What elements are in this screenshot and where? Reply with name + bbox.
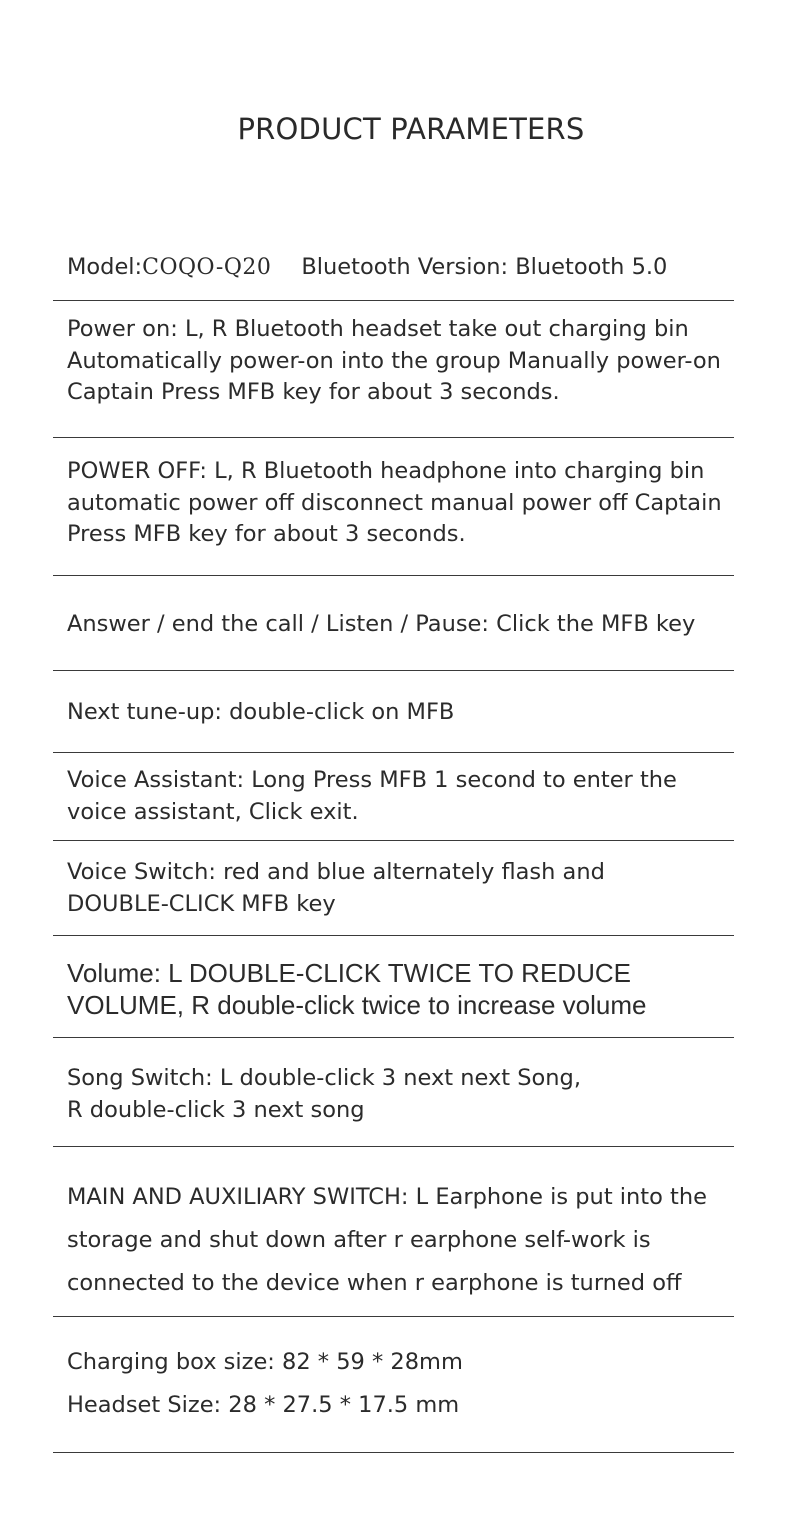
- volume-block: [67, 957, 800, 1021]
- power-off-line: Press MFB key for about 3 seconds.: [67, 521, 466, 547]
- main-aux-line: storage and shut down after r earphone self-work is: [67, 1227, 651, 1253]
- sizes-block: [67, 1341, 800, 1427]
- main-aux-line: connected to the device when r earphone is turned off: [67, 1270, 682, 1296]
- voice-assistant-line: voice assistant, Click exit.: [67, 798, 359, 825]
- answer-line: Answer / end the call / Listen / Pause: Click the MFB key: [67, 611, 696, 637]
- voice-switch-line: DOUBLE-CLICK MFB key: [67, 890, 336, 917]
- divider: [53, 1452, 734, 1453]
- answer-block: [67, 609, 800, 641]
- power-off-line: POWER OFF: L, R Bluetooth headphone into charging bin: [67, 458, 705, 484]
- model-label: Model:: [67, 254, 143, 280]
- divider: [53, 752, 734, 753]
- volume-line: Volume: L DOUBLE-CLICK TWICE TO REDUCE: [67, 958, 631, 988]
- power-on-line: Automatically power-on into the group Manually power-on: [67, 347, 721, 374]
- page-title: PRODUCT PARAMETERS: [237, 112, 585, 146]
- main-aux-block: [67, 1176, 800, 1305]
- divider: [53, 300, 734, 301]
- voice-assistant-line: Voice Assistant: Long Press MFB 1 second to enter the: [67, 767, 677, 793]
- bluetooth-version: Bluetooth Version: Bluetooth 5.0: [301, 254, 668, 280]
- power-off-block: [67, 456, 800, 551]
- main-aux-line: MAIN AND AUXILIARY SWITCH: L Earphone is put into the: [67, 1184, 707, 1210]
- divider: [53, 935, 734, 936]
- divider: [53, 1146, 734, 1147]
- power-on-block: [67, 314, 800, 409]
- divider: [53, 1037, 734, 1038]
- headset-size: Headset Size: 28 * 27.5 * 17.5 mm: [67, 1392, 460, 1418]
- divider: [53, 1316, 734, 1317]
- divider: [53, 437, 734, 438]
- voice-assistant-block: [67, 765, 800, 828]
- charging-box-size: Charging box size: 82 * 59 * 28mm: [67, 1349, 463, 1375]
- song-switch-block: [67, 1063, 800, 1126]
- power-off-line: automatic power off disconnect manual power off Captain: [67, 489, 722, 516]
- divider: [53, 840, 734, 841]
- divider: [53, 670, 734, 671]
- next-tune-line: Next tune-up: double-click on MFB: [67, 699, 455, 725]
- model-value: COQO-Q20: [142, 255, 272, 280]
- next-tune-block: [67, 697, 800, 729]
- song-switch-line: Song Switch: L double-click 3 next next Song,: [67, 1065, 581, 1091]
- voice-switch-line: Voice Switch: red and blue alternately flash and: [67, 859, 605, 885]
- volume-line: VOLUME, R double-click twice to increase volume: [67, 990, 647, 1020]
- model-row: [67, 252, 800, 284]
- voice-switch-block: [67, 857, 800, 920]
- power-on-line: Power on: L, R Bluetooth headset take out charging bin: [67, 316, 689, 342]
- power-on-line: Captain Press MFB key for about 3 seconds.: [67, 379, 560, 405]
- song-switch-line: R double-click 3 next song: [67, 1096, 365, 1123]
- divider: [53, 575, 734, 576]
